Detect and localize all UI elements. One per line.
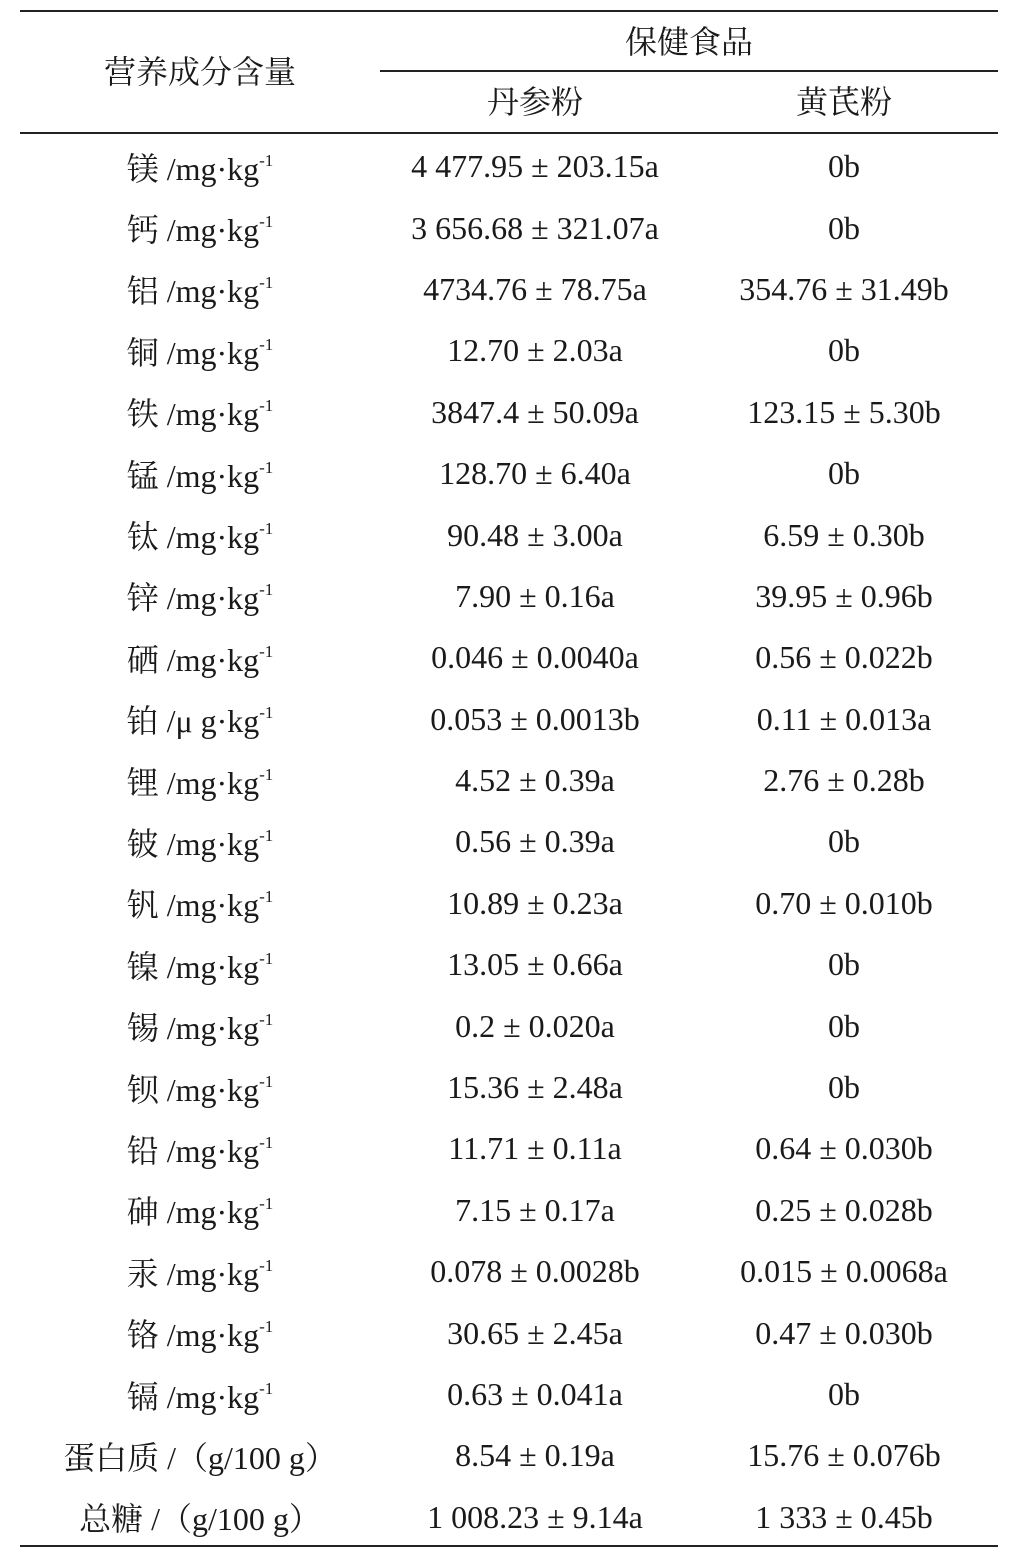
nutrient-unit: /μ g·kg bbox=[158, 703, 260, 740]
nutrient-unit: /mg·kg bbox=[158, 334, 260, 371]
nutrient-unit: /mg·kg bbox=[158, 948, 260, 985]
huangqi-value: 0.25 ± 0.028b bbox=[755, 1191, 933, 1228]
nutrient-name: 锡 bbox=[126, 1010, 159, 1047]
row-label bbox=[20, 1065, 380, 1111]
table-row bbox=[20, 1364, 998, 1425]
bottom-rule bbox=[20, 1545, 998, 1547]
row-label bbox=[20, 942, 380, 988]
nutrient-unit: /（g/100 g） bbox=[159, 1439, 337, 1476]
unit-exponent: -1 bbox=[259, 1194, 274, 1214]
table-row bbox=[20, 259, 998, 320]
nutrient-name: 镁 bbox=[126, 150, 159, 187]
table-row bbox=[20, 1425, 998, 1486]
nutrient-name: 钡 bbox=[126, 1071, 159, 1108]
huangqi-value: 0.56 ± 0.022b bbox=[755, 639, 933, 676]
nutrient-unit: /mg·kg bbox=[158, 457, 260, 494]
huangqi-value: 0b bbox=[828, 148, 860, 185]
nutrient-unit: /mg·kg bbox=[158, 580, 260, 617]
danshen-value: 11.71 ± 0.11a bbox=[448, 1130, 622, 1167]
table-row bbox=[20, 382, 998, 443]
huangqi-value: 0.47 ± 0.030b bbox=[755, 1314, 933, 1351]
huangqi-value: 6.59 ± 0.30b bbox=[763, 516, 925, 553]
unit-exponent: -1 bbox=[259, 273, 274, 293]
row-label bbox=[20, 451, 380, 497]
unit-exponent: -1 bbox=[259, 1132, 274, 1152]
danshen-value: 8.54 ± 0.19a bbox=[455, 1437, 615, 1474]
row-label bbox=[20, 635, 380, 681]
table-row bbox=[20, 1241, 998, 1302]
row-label bbox=[20, 1187, 380, 1233]
header-rule bbox=[20, 132, 998, 134]
huangqi-value: 2.76 ± 0.28b bbox=[763, 762, 925, 799]
unit-exponent: -1 bbox=[259, 1317, 274, 1337]
nutrient-name: 铜 bbox=[126, 334, 159, 371]
nutrient-name: 镍 bbox=[126, 948, 159, 985]
table-row bbox=[20, 873, 998, 934]
danshen-value: 0.2 ± 0.020a bbox=[455, 1007, 615, 1044]
unit-exponent: -1 bbox=[259, 641, 274, 661]
huangqi-value: 0b bbox=[828, 455, 860, 492]
unit-exponent: -1 bbox=[259, 519, 274, 539]
nutrient-name: 钙 bbox=[126, 212, 159, 249]
row-label bbox=[20, 1310, 380, 1356]
nutrient-name: 锂 bbox=[126, 764, 159, 801]
table-row bbox=[20, 1180, 998, 1241]
table-row bbox=[20, 1118, 998, 1179]
nutrient-name: 铅 bbox=[126, 1132, 159, 1169]
nutrient-unit: /mg·kg bbox=[158, 641, 260, 678]
nutrient-unit: /mg·kg bbox=[158, 396, 260, 433]
row-label bbox=[20, 328, 380, 374]
nutrient-unit: /mg·kg bbox=[158, 1255, 260, 1292]
table-row bbox=[20, 627, 998, 688]
nutrient-unit: /mg·kg bbox=[158, 273, 260, 310]
table-row bbox=[20, 811, 998, 872]
unit-exponent: -1 bbox=[259, 1378, 274, 1398]
table-row bbox=[20, 504, 998, 565]
table-body bbox=[20, 136, 998, 1548]
row-label bbox=[20, 819, 380, 865]
row-label bbox=[20, 1126, 380, 1172]
header-col-huangqi: 黄芪粉 bbox=[795, 84, 892, 120]
row-label bbox=[20, 1494, 380, 1540]
nutrient-unit: /mg·kg bbox=[158, 764, 260, 801]
row-label bbox=[20, 1003, 380, 1049]
unit-exponent: -1 bbox=[259, 703, 274, 723]
nutrient-name: 汞 bbox=[126, 1255, 159, 1292]
top-rule bbox=[20, 10, 998, 12]
unit-exponent: -1 bbox=[259, 334, 274, 354]
nutrient-name: 铂 bbox=[126, 703, 159, 740]
danshen-value: 13.05 ± 0.66a bbox=[447, 946, 623, 983]
nutrient-name: 硒 bbox=[126, 641, 159, 678]
nutrient-name: 铝 bbox=[126, 273, 159, 310]
danshen-value: 0.046 ± 0.0040a bbox=[431, 639, 639, 676]
danshen-value: 4 477.95 ± 203.15a bbox=[411, 148, 659, 185]
unit-exponent: -1 bbox=[259, 1255, 274, 1275]
huangqi-value: 0b bbox=[828, 1007, 860, 1044]
unit-exponent: -1 bbox=[259, 212, 274, 232]
danshen-value: 4734.76 ± 78.75a bbox=[423, 270, 647, 307]
table-row bbox=[20, 1057, 998, 1118]
table-row bbox=[20, 750, 998, 811]
unit-exponent: -1 bbox=[259, 887, 274, 907]
table-row bbox=[20, 320, 998, 381]
huangqi-value: 15.76 ± 0.076b bbox=[747, 1437, 941, 1474]
danshen-value: 12.70 ± 2.03a bbox=[447, 332, 623, 369]
danshen-value: 0.078 ± 0.0028b bbox=[430, 1253, 640, 1290]
huangqi-value: 354.76 ± 31.49b bbox=[739, 270, 949, 307]
row-label bbox=[20, 758, 380, 804]
group-rule bbox=[380, 70, 998, 72]
unit-exponent: -1 bbox=[259, 825, 274, 845]
unit-exponent: -1 bbox=[259, 1010, 274, 1030]
danshen-value: 90.48 ± 3.00a bbox=[447, 516, 623, 553]
nutrient-name: 钛 bbox=[126, 519, 159, 556]
huangqi-value: 0.70 ± 0.010b bbox=[755, 884, 933, 921]
table-row bbox=[20, 934, 998, 995]
row-label bbox=[20, 1249, 380, 1295]
danshen-value: 0.053 ± 0.0013b bbox=[430, 700, 640, 737]
nutrient-unit: /mg·kg bbox=[158, 150, 260, 187]
danshen-value: 0.56 ± 0.39a bbox=[455, 823, 615, 860]
row-label bbox=[20, 1372, 380, 1418]
header-col-danshen: 丹参粉 bbox=[486, 84, 583, 120]
row-label bbox=[20, 389, 380, 435]
row-label bbox=[20, 512, 380, 558]
nutrient-unit: /mg·kg bbox=[158, 1132, 260, 1169]
huangqi-value: 0b bbox=[828, 209, 860, 246]
nutrient-name: 蛋白质 bbox=[63, 1439, 160, 1476]
row-label bbox=[20, 696, 380, 742]
huangqi-value: 0b bbox=[828, 1376, 860, 1412]
nutrient-unit: /（g/100 g） bbox=[143, 1501, 321, 1538]
nutrient-unit: /mg·kg bbox=[158, 1010, 260, 1047]
danshen-value: 10.89 ± 0.23a bbox=[447, 884, 623, 921]
huangqi-value: 0b bbox=[828, 946, 860, 983]
unit-exponent: -1 bbox=[259, 764, 274, 784]
table-row bbox=[20, 136, 998, 197]
table-row bbox=[20, 197, 998, 258]
table-row bbox=[20, 995, 998, 1056]
nutrient-unit: /mg·kg bbox=[158, 887, 260, 924]
row-label bbox=[20, 205, 380, 251]
row-label bbox=[20, 266, 380, 312]
nutrient-name: 铍 bbox=[126, 825, 159, 862]
unit-exponent: -1 bbox=[259, 580, 274, 600]
danshen-value: 15.36 ± 2.48a bbox=[447, 1069, 623, 1106]
huangqi-value: 0b bbox=[828, 1069, 860, 1106]
nutrient-unit: /mg·kg bbox=[158, 212, 260, 249]
header-row-label: 营养成分含量 bbox=[103, 54, 296, 90]
unit-exponent: -1 bbox=[259, 1071, 274, 1091]
nutrient-name: 镉 bbox=[126, 1378, 159, 1415]
table-row bbox=[20, 1487, 998, 1548]
nutrient-name: 锌 bbox=[126, 580, 159, 617]
row-label bbox=[20, 573, 380, 619]
nutrient-name: 铬 bbox=[126, 1317, 159, 1354]
danshen-value: 0.63 ± 0.041a bbox=[447, 1376, 623, 1412]
danshen-value: 1 008.23 ± 9.14a bbox=[427, 1498, 643, 1535]
unit-exponent: -1 bbox=[259, 948, 274, 968]
nutrient-unit: /mg·kg bbox=[158, 1071, 260, 1108]
nutrient-unit: /mg·kg bbox=[158, 825, 260, 862]
danshen-value: 3847.4 ± 50.09a bbox=[431, 393, 639, 430]
danshen-value: 30.65 ± 2.45a bbox=[447, 1314, 623, 1351]
nutrient-name: 铁 bbox=[126, 396, 159, 433]
huangqi-value: 0.11 ± 0.013a bbox=[756, 700, 932, 737]
row-label bbox=[20, 1433, 380, 1479]
unit-exponent: -1 bbox=[259, 457, 274, 477]
table-row bbox=[20, 689, 998, 750]
danshen-value: 128.70 ± 6.40a bbox=[439, 455, 631, 492]
huangqi-value: 0b bbox=[828, 332, 860, 369]
row-label bbox=[20, 880, 380, 926]
huangqi-value: 0.015 ± 0.0068a bbox=[740, 1253, 948, 1290]
table-row bbox=[20, 443, 998, 504]
nutrient-name: 钒 bbox=[126, 887, 159, 924]
danshen-value: 4.52 ± 0.39a bbox=[455, 762, 615, 799]
huangqi-value: 39.95 ± 0.96b bbox=[755, 577, 933, 614]
table-row bbox=[20, 1302, 998, 1363]
danshen-value: 7.90 ± 0.16a bbox=[455, 577, 615, 614]
huangqi-value: 123.15 ± 5.30b bbox=[747, 393, 941, 430]
table-row bbox=[20, 566, 998, 627]
nutrient-unit: /mg·kg bbox=[158, 1378, 260, 1415]
unit-exponent: -1 bbox=[259, 396, 274, 416]
nutrient-unit: /mg·kg bbox=[158, 519, 260, 556]
danshen-value: 3 656.68 ± 321.07a bbox=[411, 209, 659, 246]
row-label bbox=[20, 144, 380, 190]
nutrient-name: 砷 bbox=[126, 1194, 159, 1231]
danshen-value: 7.15 ± 0.17a bbox=[455, 1191, 615, 1228]
header-group: 保健食品 bbox=[624, 24, 753, 60]
nutrient-unit: /mg·kg bbox=[158, 1194, 260, 1231]
huangqi-value: 0.64 ± 0.030b bbox=[755, 1130, 933, 1167]
huangqi-value: 0b bbox=[828, 823, 860, 860]
nutrient-name: 总糖 bbox=[79, 1501, 144, 1538]
huangqi-value: 1 333 ± 0.45b bbox=[755, 1498, 933, 1535]
unit-exponent: -1 bbox=[259, 150, 274, 170]
nutrient-unit: /mg·kg bbox=[158, 1317, 260, 1354]
nutrient-name: 锰 bbox=[126, 457, 159, 494]
